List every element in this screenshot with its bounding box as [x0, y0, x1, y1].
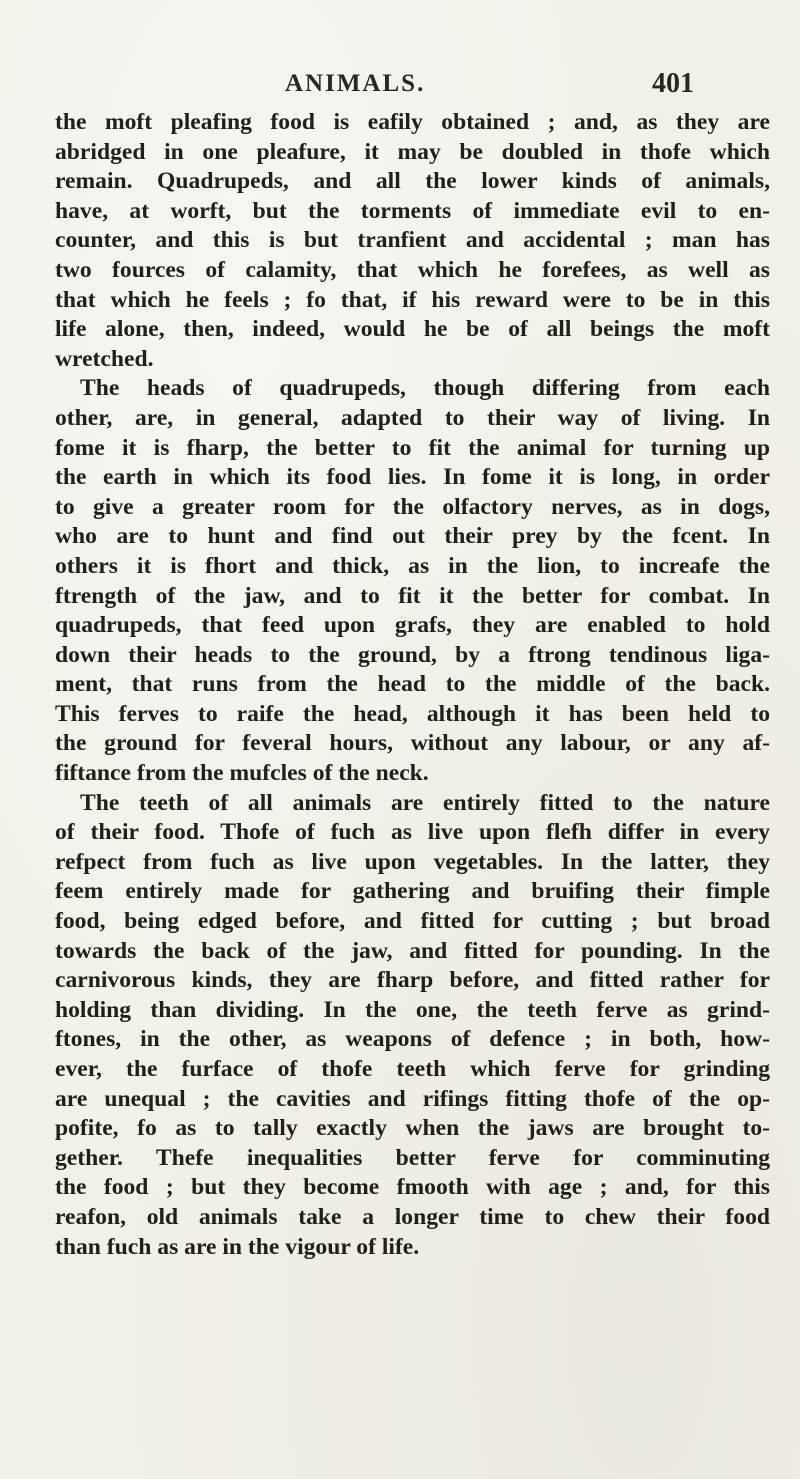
paragraph-end-line: than fuch as are in the vigour of life.: [55, 1233, 420, 1260]
text-line: food, being edged before, and fitted for cutting ; but broad: [55, 908, 770, 935]
text-line: to give a greater room for the olfactory nerves, as in dogs,: [55, 493, 770, 520]
text-line: ever, the furface of thofe teeth which ferve for grinding: [55, 1056, 770, 1082]
text-line: pofite, fo as to tally exactly when the jaws are brought to-: [55, 1115, 770, 1142]
text-line: feem entirely made for gathering and bruifing their fimple: [55, 878, 770, 905]
text-line: This ferves to raife the head, although it has been held to: [55, 700, 770, 727]
text-line: counter, and this is but tranfient and accidental ; man has: [55, 227, 770, 254]
text-line: ment, that runs from the head to the middle of the back.: [55, 671, 770, 698]
running-head: [0, 70, 800, 100]
text-line: two fources of calamity, that which he forefees, as well as: [55, 256, 770, 283]
text-line: refpect from fuch as live upon vegetables. In the latter, they: [55, 848, 770, 875]
text-line: the moft pleafing food is eafily obtained ; and, as they are: [55, 109, 770, 135]
text-line: ftones, in the other, as weapons of defence ; in both, how-: [55, 1026, 770, 1053]
text-line: abridged in one pleafure, it may be doubled in thofe which: [55, 138, 770, 165]
text-line: carnivorous kinds, they are fharp before, and fitted rather for: [55, 967, 770, 994]
text-line: towards the back of the jaw, and fitted for pounding. In the: [55, 937, 770, 964]
text-line: reafon, old animals take a longer time to chew their food: [55, 1203, 770, 1230]
text-line: remain. Quadrupeds, and all the lower kinds of animals,: [55, 168, 770, 195]
text-line: quadrupeds, that feed upon grafs, they are enabled to hold: [55, 612, 770, 639]
page-number: 401: [652, 68, 694, 99]
running-title: ANIMALS.: [285, 70, 426, 97]
paragraph-first-line: The heads of quadrupeds, though differing from each: [80, 375, 770, 402]
text-line: that which he feels ; fo that, if his reward were to be in this: [55, 286, 770, 313]
text-line: holding than dividing. In the one, the teeth ferve as grind-: [55, 996, 770, 1023]
text-line: other, are, in general, adapted to their way of living. In: [55, 404, 770, 431]
text-line: down their heads to the ground, by a ftrong tendinous liga-: [55, 641, 770, 668]
text-line: gether. Thefe inequalities better ferve for comminuting: [55, 1144, 770, 1171]
paragraph-first-line: The teeth of all animals are entirely fitted to the nature: [80, 789, 770, 816]
text-line: others it is fhort and thick, as in the lion, to increafe the: [55, 552, 770, 579]
text-line: who are to hunt and find out their prey by the fcent. In: [55, 523, 770, 550]
text-line: fome it is fharp, the better to fit the animal for turning up: [55, 434, 770, 461]
body-text: [55, 108, 770, 1262]
text-line: have, at worft, but the torments of immediate evil to en-: [55, 197, 770, 224]
text-line: the ground for feveral hours, without any labour, or any af-: [55, 730, 770, 757]
text-line: ftrength of the jaw, and to fit it the better for combat. In: [55, 582, 770, 609]
paragraph-end-line: fiftance from the mufcles of the neck.: [55, 760, 429, 787]
text-line: of their food. Thofe of fuch as live upon flefh differ in every: [55, 819, 770, 846]
text-line: the food ; but they become fmooth with age ; and, for this: [55, 1174, 770, 1201]
paragraph-end-line: wretched.: [55, 345, 154, 372]
text-line: the earth in which its food lies. In fome it is long, in order: [55, 464, 770, 491]
text-line: life alone, then, indeed, would he be of all beings the moft: [55, 316, 770, 343]
text-line: are unequal ; the cavities and rifings fitting thofe of the op-: [55, 1085, 770, 1112]
